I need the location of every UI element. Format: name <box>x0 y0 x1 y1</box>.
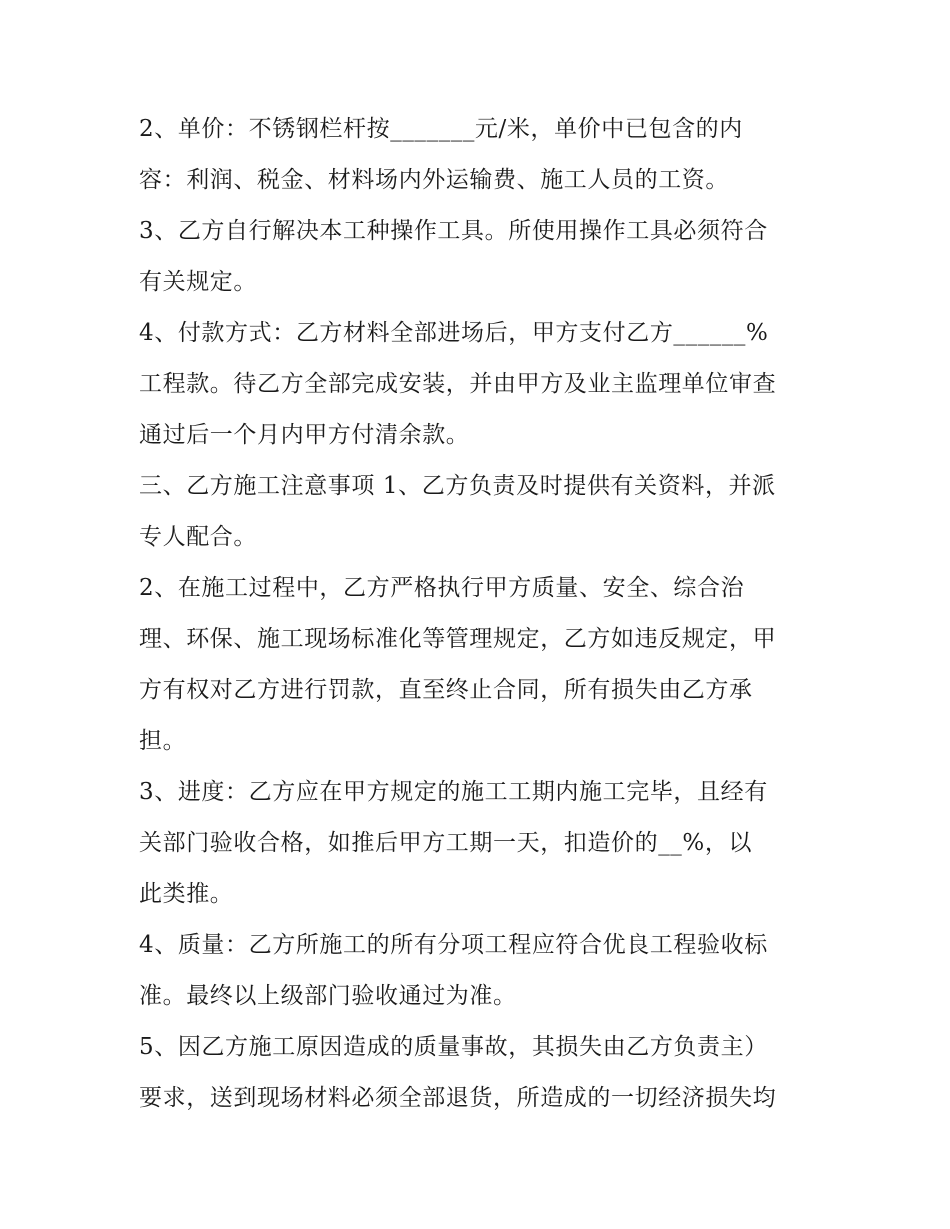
text-line: 理、环保、施工现场标准化等管理规定，乙方如违反规定，甲 <box>139 626 777 652</box>
text-line: 关部门验收合格，如推后甲方工期一天，扣造价的__%，以 <box>139 830 753 856</box>
text-line: 5、因乙方施工原因造成的质量事故，其损失由乙方负责主） <box>139 1034 768 1060</box>
text-line: 3、进度：乙方应在甲方规定的施工工期内施工完毕，且经有 <box>139 779 768 805</box>
text-line: 此类推。 <box>139 881 234 907</box>
text-line: 有关规定。 <box>139 269 257 295</box>
text-line: 3、乙方自行解决本工种操作工具。所使用操作工具必须符合 <box>139 218 768 244</box>
text-line: 工程款。待乙方全部完成安装，并由甲方及业主监理单位审查 <box>139 371 777 397</box>
text-line: 三、乙方施工注意事项 1、乙方负责及时提供有关资料，并派 <box>139 473 776 499</box>
text-line: 担。 <box>139 728 187 754</box>
text-line: 2、单价：不锈钢栏杆按_______元/米，单价中已包含的内 <box>139 116 743 142</box>
text-line: 2、在施工过程中，乙方严格执行甲方质量、安全、综合治 <box>139 575 745 601</box>
text-line: 准。最终以上级部门验收通过为准。 <box>139 983 517 1009</box>
document-body <box>139 104 819 1124</box>
text-line: 通过后一个月内甲方付清余款。 <box>139 422 470 448</box>
text-line: 要求，送到现场材料必须全部退货，所造成的一切经济损失均 <box>139 1085 777 1111</box>
text-line: 4、付款方式：乙方材料全部进场后，甲方支付乙方______% <box>139 320 769 346</box>
text-line: 4、质量：乙方所施工的所有分项工程应符合优良工程验收标 <box>139 932 768 958</box>
text-line: 方有权对乙方进行罚款，直至终止合同，所有损失由乙方承 <box>139 677 753 703</box>
text-line: 专人配合。 <box>139 524 257 550</box>
text-line: 容：利润、税金、材料场内外运输费、施工人员的工资。 <box>139 167 729 193</box>
